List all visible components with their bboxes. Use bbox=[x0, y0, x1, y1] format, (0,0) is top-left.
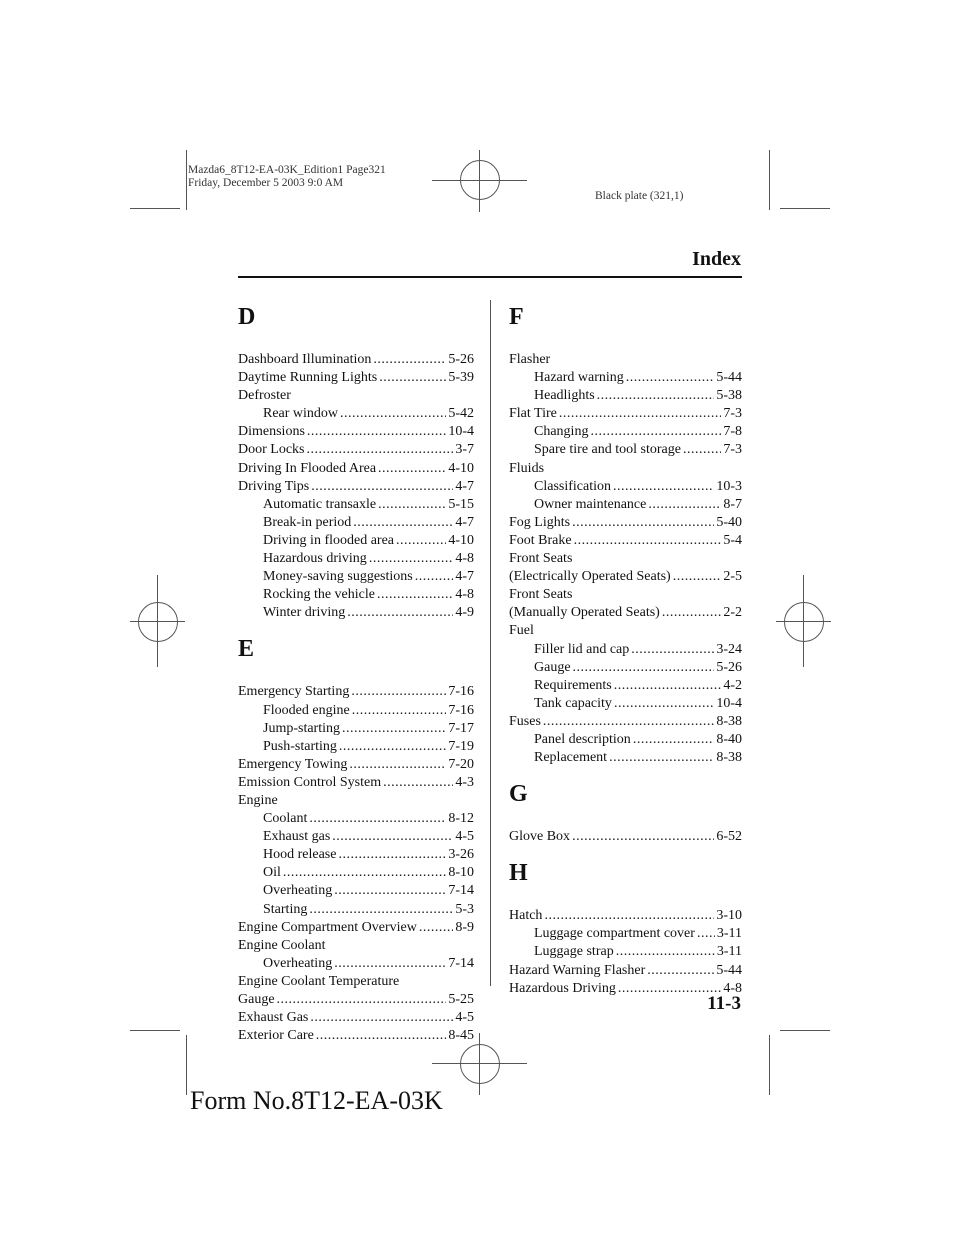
form-number: Form No.8T12-EA-03K bbox=[190, 1086, 443, 1115]
index-letter-d: D bbox=[238, 304, 256, 330]
dot-leader bbox=[377, 586, 453, 604]
dot-leader bbox=[342, 720, 446, 738]
entry-label: Emission Control System bbox=[238, 774, 382, 790]
index-entries-d bbox=[238, 351, 474, 622]
dot-leader bbox=[633, 731, 715, 749]
dot-leader bbox=[307, 441, 454, 459]
entry-page: 5-40 bbox=[716, 514, 742, 530]
entry-label: Driving In Flooded Area bbox=[238, 460, 377, 476]
dot-leader bbox=[351, 683, 446, 701]
dot-leader bbox=[616, 943, 715, 961]
index-entries-f bbox=[509, 351, 742, 767]
page-number: 11-3 bbox=[707, 993, 741, 1014]
entry-page: 8-40 bbox=[716, 731, 742, 747]
index-subentry[interactable] bbox=[238, 405, 474, 423]
entry-page: 5-44 bbox=[716, 962, 742, 978]
index-subentry[interactable] bbox=[509, 659, 742, 677]
index-subentry[interactable] bbox=[509, 478, 742, 496]
dot-leader bbox=[378, 460, 446, 478]
entry-page: 4-7 bbox=[455, 514, 474, 530]
entry-label: Gauge bbox=[238, 992, 275, 1007]
dot-leader bbox=[415, 568, 454, 586]
entry-label: Panel description bbox=[534, 731, 631, 747]
entry-label: Winter driving bbox=[263, 605, 346, 621]
entry-label: Changing bbox=[534, 424, 589, 440]
index-letter-e: E bbox=[238, 636, 255, 663]
entry-label: Classification bbox=[534, 478, 611, 494]
index-subentry[interactable] bbox=[238, 955, 474, 973]
dot-leader bbox=[614, 677, 722, 695]
entry-page: 7-17 bbox=[448, 720, 474, 736]
dot-leader bbox=[338, 846, 446, 864]
index-subentry[interactable] bbox=[509, 925, 742, 943]
entry-label: Oil bbox=[263, 865, 281, 881]
entry-page: 4-10 bbox=[448, 460, 474, 476]
index-entry[interactable]: Engine bbox=[238, 792, 278, 808]
entry-label: Daytime Running Lights bbox=[238, 370, 378, 386]
dot-leader bbox=[347, 604, 453, 622]
entry-label: Break-in period bbox=[263, 514, 352, 530]
entry-page: 4-8 bbox=[723, 980, 742, 996]
entry-page: 8-12 bbox=[448, 811, 474, 827]
entry-page: 8-38 bbox=[716, 713, 742, 729]
entry-page: 5-3 bbox=[455, 901, 474, 917]
dot-leader bbox=[590, 423, 721, 441]
index-subentry[interactable] bbox=[509, 677, 742, 695]
entry-label: Starting bbox=[263, 901, 308, 917]
index-entry[interactable] bbox=[509, 532, 742, 550]
entry-label: Luggage strap bbox=[534, 944, 614, 960]
entry-label: Requirements bbox=[534, 677, 612, 693]
index-subentry[interactable] bbox=[238, 514, 474, 532]
entry-label: Hazard warning bbox=[534, 370, 624, 386]
entry-page: 7-8 bbox=[723, 424, 742, 440]
entry-label: Money-saving suggestions bbox=[263, 569, 413, 585]
index-subentry[interactable] bbox=[238, 550, 474, 568]
index-entry[interactable] bbox=[238, 919, 474, 937]
index-subentry[interactable] bbox=[509, 641, 742, 659]
entry-page: 2-2 bbox=[723, 605, 742, 621]
entry-label: Owner maintenance bbox=[534, 496, 647, 512]
entry-page: 5-42 bbox=[448, 406, 474, 422]
entry-label: Headlights bbox=[534, 388, 595, 404]
entry-page: 3-24 bbox=[716, 641, 742, 657]
entry-page: 8-9 bbox=[455, 919, 474, 935]
entry-label: Fuses bbox=[509, 713, 541, 729]
dot-leader bbox=[614, 695, 714, 713]
index-subentry[interactable] bbox=[509, 943, 742, 961]
dot-leader bbox=[307, 423, 446, 441]
dot-leader bbox=[697, 925, 715, 943]
dot-leader bbox=[543, 713, 714, 731]
index-subentry[interactable] bbox=[238, 720, 474, 738]
dot-leader bbox=[334, 955, 446, 973]
entry-page: 7-16 bbox=[448, 684, 474, 700]
entry-page: 4-8 bbox=[455, 587, 474, 603]
entry-page: 8-45 bbox=[448, 1028, 474, 1044]
entry-page: 5-4 bbox=[723, 532, 742, 548]
entry-page: 8-10 bbox=[448, 865, 474, 881]
index-entry[interactable] bbox=[509, 405, 742, 423]
dot-leader bbox=[647, 962, 714, 980]
index-subentry[interactable] bbox=[238, 568, 474, 586]
entry-label: Exhaust Gas bbox=[238, 1010, 309, 1026]
column-divider bbox=[490, 300, 491, 986]
entry-page: 8-7 bbox=[723, 496, 742, 512]
index-entry[interactable]: Front Seats bbox=[509, 551, 573, 567]
dot-leader bbox=[311, 478, 453, 496]
entry-page: 4-8 bbox=[455, 551, 474, 567]
dot-leader bbox=[673, 568, 722, 586]
dot-leader bbox=[572, 828, 714, 846]
index-subentry[interactable] bbox=[238, 586, 474, 604]
entry-page: 4-7 bbox=[455, 569, 474, 585]
index-entry[interactable] bbox=[509, 604, 742, 622]
entry-page: 7-19 bbox=[448, 738, 474, 754]
entry-label: Emergency Towing bbox=[238, 756, 348, 772]
entry-page: 7-14 bbox=[448, 955, 474, 971]
entry-label: Dashboard Illumination bbox=[238, 352, 372, 367]
entry-label: Hazardous driving bbox=[263, 551, 367, 567]
dot-leader bbox=[396, 532, 446, 550]
dot-leader bbox=[352, 702, 447, 720]
index-letter-f: F bbox=[509, 304, 524, 330]
dot-leader bbox=[277, 991, 447, 1009]
entry-page: 5-39 bbox=[448, 370, 474, 386]
entry-page: 4-5 bbox=[455, 1010, 474, 1026]
index-entry[interactable]: Engine Coolant bbox=[238, 937, 326, 953]
print-meta-line1: Mazda6_8T12-EA-03K_Edition1 Page321 bbox=[188, 164, 386, 176]
index-subentry[interactable] bbox=[509, 369, 742, 387]
index-entry[interactable] bbox=[509, 568, 742, 586]
index-subentry[interactable] bbox=[509, 695, 742, 713]
dot-leader bbox=[662, 604, 721, 622]
entry-label: Tank capacity bbox=[534, 695, 612, 711]
entry-page: 4-10 bbox=[448, 532, 474, 548]
entry-page: 7-20 bbox=[448, 756, 474, 772]
entry-label: Driving in flooded area bbox=[263, 532, 395, 548]
index-subentry[interactable] bbox=[509, 423, 742, 441]
entry-label: Flat Tire bbox=[509, 406, 557, 422]
index-subentry[interactable] bbox=[509, 496, 742, 514]
entry-label: Foot Brake bbox=[509, 532, 572, 548]
dot-leader bbox=[353, 514, 453, 532]
dot-leader bbox=[631, 641, 714, 659]
index-entry[interactable] bbox=[238, 478, 474, 496]
index-entry[interactable] bbox=[238, 460, 474, 478]
index-entry[interactable] bbox=[509, 514, 742, 532]
print-meta bbox=[188, 164, 386, 190]
entry-page: 2-5 bbox=[723, 569, 742, 585]
index-subentry[interactable] bbox=[509, 387, 742, 405]
dot-leader bbox=[573, 659, 715, 677]
entry-page: 8-38 bbox=[716, 750, 742, 766]
index-subentry[interactable] bbox=[238, 864, 474, 882]
entry-page: 10-3 bbox=[716, 478, 742, 494]
index-subentry[interactable] bbox=[238, 604, 474, 622]
dot-leader bbox=[379, 369, 446, 387]
entry-label: Exterior Care bbox=[238, 1028, 314, 1044]
entry-page: 3-11 bbox=[716, 926, 742, 942]
index-entry[interactable]: Front Seats bbox=[509, 587, 573, 603]
dot-leader bbox=[283, 864, 446, 882]
entry-label: Exhaust gas bbox=[263, 829, 331, 845]
index-entry[interactable]: Flasher bbox=[509, 352, 551, 367]
dot-leader bbox=[310, 1009, 453, 1027]
index-subentry[interactable] bbox=[238, 496, 474, 514]
entry-label: Replacement bbox=[534, 750, 608, 766]
entry-label: Rear window bbox=[263, 406, 339, 422]
index-entry[interactable]: Fluids bbox=[509, 460, 545, 476]
entry-label: Driving Tips bbox=[238, 478, 310, 494]
entry-page: 3-7 bbox=[455, 442, 474, 458]
index-entry[interactable] bbox=[509, 962, 742, 980]
dot-leader bbox=[648, 496, 721, 514]
dot-leader bbox=[369, 550, 454, 568]
index-subentry[interactable] bbox=[238, 828, 474, 846]
index-subentry[interactable] bbox=[238, 810, 474, 828]
entry-label: Fog Lights bbox=[509, 514, 571, 530]
entry-page: 5-26 bbox=[448, 352, 474, 367]
entry-label: Flooded engine bbox=[263, 702, 350, 718]
index-subentry[interactable] bbox=[238, 702, 474, 720]
entry-page: 3-10 bbox=[716, 908, 742, 924]
entry-page: 4-5 bbox=[455, 829, 474, 845]
index-entry[interactable] bbox=[238, 423, 474, 441]
entry-page: 4-9 bbox=[455, 605, 474, 621]
dot-leader bbox=[334, 882, 446, 900]
index-entry[interactable] bbox=[238, 991, 474, 1009]
index-entries-h bbox=[509, 907, 742, 997]
entry-label: Emergency Starting bbox=[238, 684, 350, 700]
entry-page: 7-3 bbox=[723, 442, 742, 458]
entry-page: 3-26 bbox=[448, 847, 474, 863]
dot-leader bbox=[339, 738, 446, 756]
index-entry[interactable] bbox=[238, 351, 474, 369]
dot-leader bbox=[544, 907, 714, 925]
index-subentry[interactable] bbox=[238, 901, 474, 919]
index-subentry[interactable] bbox=[509, 749, 742, 767]
dot-leader bbox=[559, 405, 721, 423]
entry-label: Automatic transaxle bbox=[263, 496, 377, 512]
index-entry[interactable] bbox=[238, 756, 474, 774]
dot-leader bbox=[613, 478, 714, 496]
entry-label: Hatch bbox=[509, 908, 543, 924]
dot-leader bbox=[309, 810, 446, 828]
entry-label: Hazard Warning Flasher bbox=[509, 962, 646, 978]
index-entry[interactable] bbox=[509, 828, 742, 846]
entry-label: Gauge bbox=[534, 659, 571, 675]
entry-page: 4-7 bbox=[455, 478, 474, 494]
index-subentry[interactable] bbox=[238, 846, 474, 864]
index-entry[interactable] bbox=[509, 907, 742, 925]
index-entry[interactable] bbox=[238, 441, 474, 459]
dot-leader bbox=[626, 369, 715, 387]
dot-leader bbox=[574, 532, 722, 550]
dot-leader bbox=[316, 1027, 447, 1045]
entry-label: Filler lid and cap bbox=[534, 641, 630, 657]
entry-label: Door Locks bbox=[238, 442, 305, 458]
entry-page: 7-16 bbox=[448, 702, 474, 718]
dot-leader bbox=[378, 496, 446, 514]
dot-leader bbox=[683, 441, 721, 459]
index-subentry[interactable] bbox=[238, 882, 474, 900]
entry-page: 5-38 bbox=[716, 388, 742, 404]
index-entry[interactable] bbox=[238, 1027, 474, 1045]
index-letter-g: G bbox=[509, 781, 528, 808]
dot-leader bbox=[419, 919, 453, 937]
entry-label: Jump-starting bbox=[263, 720, 340, 736]
dot-leader bbox=[332, 828, 453, 846]
entry-label: Hood release bbox=[263, 847, 337, 863]
index-entry[interactable] bbox=[238, 774, 474, 792]
entry-page: 3-11 bbox=[716, 944, 742, 960]
dot-leader bbox=[618, 980, 721, 998]
dot-leader bbox=[572, 514, 714, 532]
index-entry[interactable] bbox=[238, 369, 474, 387]
entry-label: (Electrically Operated Seats) bbox=[509, 569, 671, 585]
dot-leader bbox=[609, 749, 714, 767]
entry-page: 5-25 bbox=[448, 992, 474, 1007]
dot-leader bbox=[373, 351, 446, 369]
entry-page: 5-15 bbox=[448, 496, 474, 512]
entry-label: Push-starting bbox=[263, 738, 337, 754]
index-subentry[interactable] bbox=[509, 731, 742, 749]
entry-page: 5-26 bbox=[716, 659, 742, 675]
title-rule bbox=[238, 276, 742, 278]
entry-page: 4-2 bbox=[723, 677, 742, 693]
index-column-left bbox=[238, 304, 474, 1045]
entry-label: Hazardous Driving bbox=[509, 980, 616, 996]
entry-label: Rocking the vehicle bbox=[263, 587, 375, 603]
index-entries-g bbox=[509, 828, 742, 846]
entry-label: Overheating bbox=[263, 955, 333, 971]
index-entry[interactable]: Defroster bbox=[238, 388, 291, 404]
entry-page: 10-4 bbox=[448, 424, 474, 440]
dot-leader bbox=[340, 405, 446, 423]
entry-label: Luggage compartment cover bbox=[534, 926, 695, 942]
index-subentry[interactable] bbox=[238, 532, 474, 550]
print-meta-line2: Friday, December 5 2003 9:0 AM bbox=[188, 177, 344, 189]
index-entry[interactable] bbox=[238, 1009, 474, 1027]
index-entries-e bbox=[238, 683, 474, 1045]
index-entry[interactable]: Engine Coolant Temperature bbox=[238, 973, 400, 989]
entry-page: 4-3 bbox=[455, 774, 474, 790]
index-entry[interactable] bbox=[509, 713, 742, 731]
dot-leader bbox=[383, 774, 453, 792]
entry-label: Dimensions bbox=[238, 424, 305, 440]
dot-leader bbox=[309, 901, 453, 919]
index-entry[interactable] bbox=[238, 683, 474, 701]
entry-label: Glove Box bbox=[509, 829, 571, 845]
entry-label: Coolant bbox=[263, 811, 308, 827]
index-letter-h: H bbox=[509, 860, 528, 887]
entry-label: Overheating bbox=[263, 883, 333, 899]
entry-label: (Manually Operated Seats) bbox=[509, 605, 660, 621]
entry-page: 7-14 bbox=[448, 883, 474, 899]
dot-leader bbox=[349, 756, 446, 774]
entry-label: Engine Compartment Overview bbox=[238, 919, 417, 935]
index-subentry[interactable] bbox=[238, 738, 474, 756]
entry-label: Spare tire and tool storage bbox=[534, 442, 681, 458]
entry-page: 7-3 bbox=[723, 406, 742, 422]
index-subentry[interactable] bbox=[509, 441, 742, 459]
section-title: Index bbox=[692, 248, 741, 270]
entry-page: 10-4 bbox=[716, 695, 742, 711]
dot-leader bbox=[597, 387, 715, 405]
index-entry[interactable]: Fuel bbox=[509, 623, 534, 639]
plate-label: Black plate (321,1) bbox=[595, 190, 684, 202]
entry-page: 6-52 bbox=[716, 829, 742, 845]
entry-page: 5-44 bbox=[716, 370, 742, 386]
index-column-right bbox=[509, 304, 742, 998]
